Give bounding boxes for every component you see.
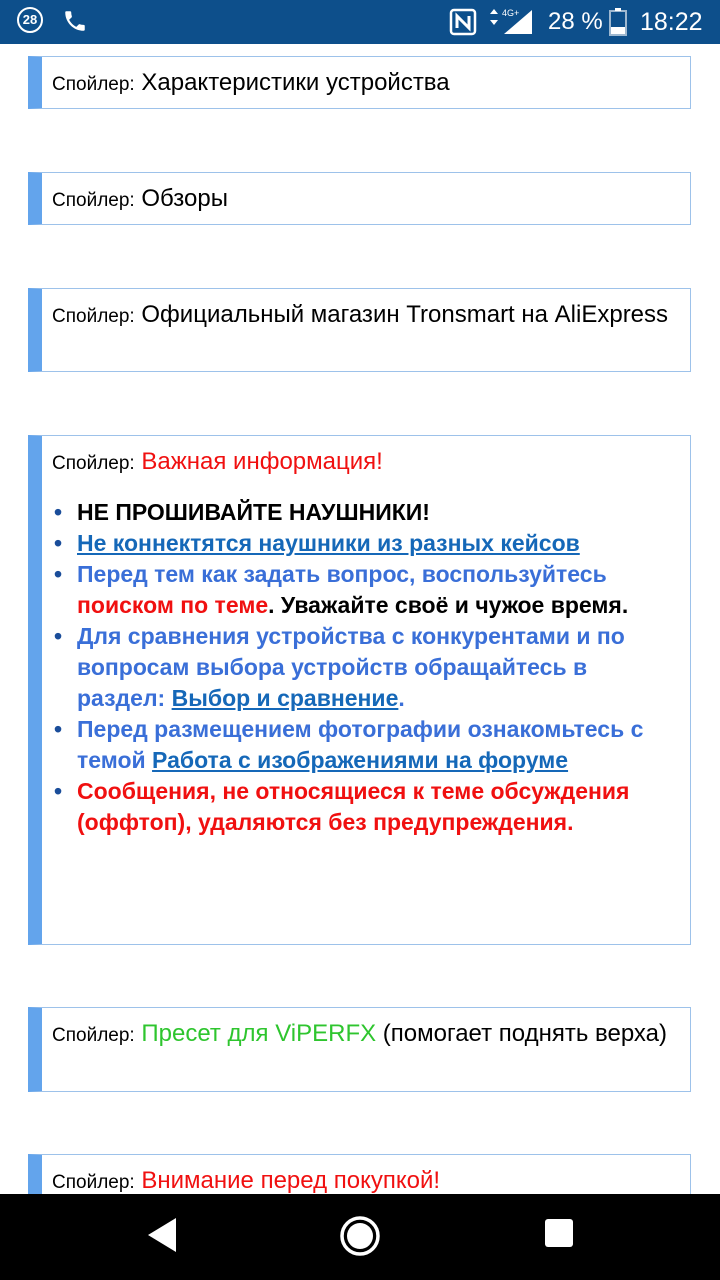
spoiler-before-purchase[interactable] [28, 1154, 691, 1194]
spoiler-important-info[interactable] [28, 435, 691, 945]
list-item: • Не коннектятся наушники из разных кейсов [54, 530, 580, 556]
rule-text: Перед размещением фотографии ознакомьтесь с темой [77, 716, 644, 773]
list-item: • Сообщения, не относящиеся к теме обсуждения (оффтоп), удаляются без предупреждения. [54, 778, 630, 835]
network-type: 4G+ [502, 8, 520, 18]
spoiler-title-suffix: (помогает поднять верха) [376, 1020, 667, 1047]
list-item: • НЕ ПРОШИВАЙТЕ НАУШНИКИ! [54, 499, 430, 525]
rules-list [52, 497, 678, 838]
rule-link-images-topic[interactable]: Работа с изображениями на форуме [152, 747, 569, 773]
spoiler-viperfx-preset[interactable] [28, 1007, 691, 1092]
back-icon[interactable] [144, 1215, 180, 1255]
list-item: • Для сравнения устройства с конкурентами и по вопросам выбора устройств обращайтесь в раздел: Выбор и сравнение. [54, 623, 625, 711]
rule-text: . Уважайте своё и чужое время. [268, 592, 629, 618]
spoiler-prefix: Спойлер: [52, 190, 135, 211]
recent-apps-icon[interactable] [544, 1218, 574, 1248]
spoiler-reviews[interactable] [28, 172, 691, 225]
spoiler-title: Обзоры [141, 185, 228, 212]
spoiler-prefix: Спойлер: [52, 74, 135, 95]
clock: 18:22 [640, 8, 703, 36]
spoiler-specs[interactable] [28, 56, 691, 109]
spoiler-prefix: Спойлер: [52, 1172, 135, 1193]
spoiler-prefix: Спойлер: [52, 453, 135, 474]
spoiler-title: Официальный магазин Tronsmart на AliExpress [141, 301, 669, 328]
spoiler-official-store[interactable] [28, 288, 691, 372]
spoiler-title: Внимание перед покупкой! [141, 1167, 441, 1194]
rule-link-mixed-cases[interactable]: Не коннектятся наушники из разных кейсов [77, 530, 580, 556]
phone-icon [62, 8, 88, 34]
spoiler-title: Характеристики устройства [141, 69, 450, 96]
navigation-bar [0, 1194, 720, 1280]
list-item: • Перед размещением фотографии ознакомьтесь с темой Работа с изображениями на форуме [54, 716, 644, 773]
rule-text: НЕ ПРОШИВАЙТЕ НАУШНИКИ! [77, 499, 430, 525]
rule-text: . [398, 685, 405, 711]
status-bar [0, 0, 720, 44]
post-content [0, 44, 720, 1194]
nfc-icon [449, 8, 477, 36]
rule-text: Перед тем как задать вопрос, воспользуйтесь [77, 561, 607, 587]
list-item: • Перед тем как задать вопрос, воспользуйтесь поиском по теме. Уважайте своё и чужое время. [54, 561, 629, 618]
rule-link-compare-section[interactable]: Выбор и сравнение [171, 685, 399, 711]
signal-icon [486, 6, 534, 36]
rule-text: Для сравнения устройства с конкурентами и по вопросам выбора устройств обращайтесь в раздел: [77, 623, 625, 711]
battery-icon [609, 8, 627, 36]
battery-percent: 28 % [548, 8, 603, 35]
spoiler-prefix: Спойлер: [52, 306, 135, 327]
spoiler-prefix: Спойлер: [52, 1025, 135, 1046]
rule-text: Сообщения, не относящиеся к теме обсуждения (оффтоп), удаляются без предупреждения. [77, 778, 630, 835]
spoiler-title: Важная информация! [141, 448, 383, 475]
notification-count-badge: 28 [17, 7, 43, 33]
spoiler-title: Пресет для ViPERFX [141, 1020, 377, 1047]
home-icon[interactable] [339, 1215, 381, 1257]
rule-link-search[interactable]: поиском по теме [77, 592, 269, 618]
